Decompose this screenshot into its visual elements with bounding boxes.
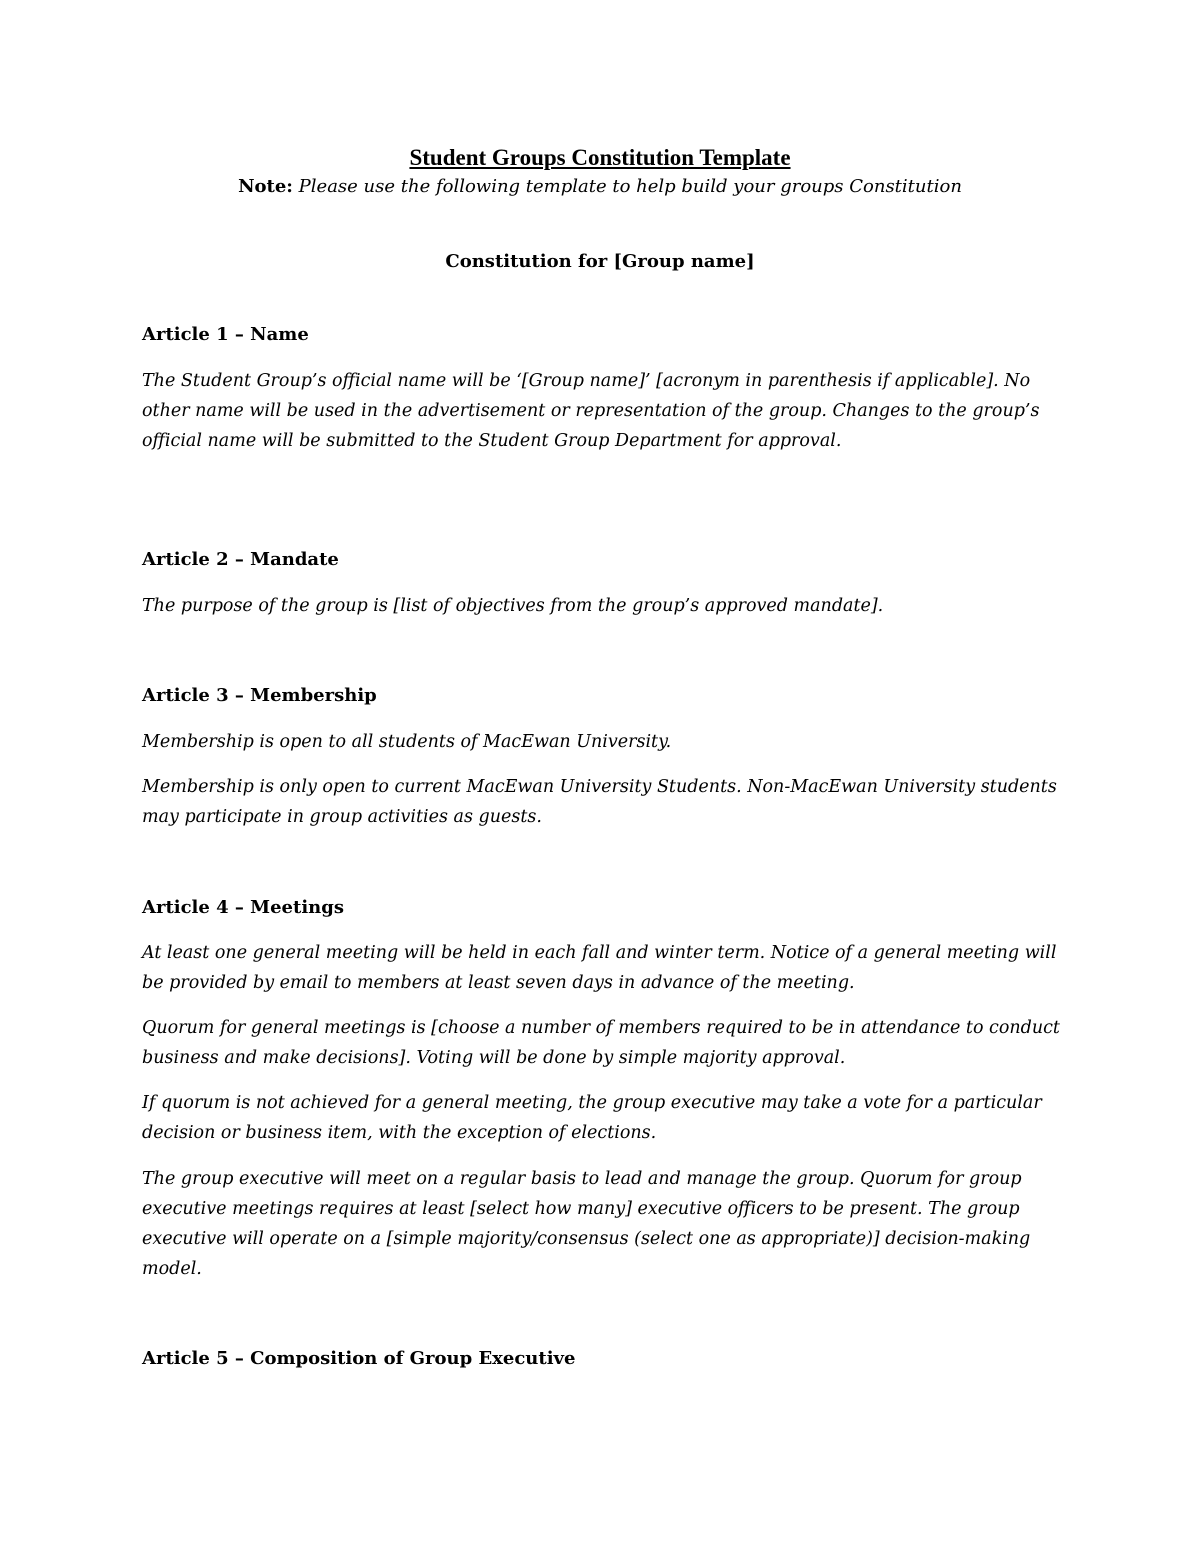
- article-1-heading: Article 1 – Name: [142, 324, 309, 345]
- article-4-heading: Article 4 – Meetings: [142, 897, 344, 918]
- article-3-paragraph-1: Membership is open to all students of MacEwan University.: [142, 732, 672, 752]
- constitution-title: Constitution for [Group name]: [445, 251, 755, 272]
- article-1-paragraph-1: The Student Group’s official name will be ‘[Group name]’ [acronym in parenthesis if applicable]. No other name will be used in the advertisement or representation of the group. Changes to the group’s official name will be submitted to the Student Group Department for approval.: [142, 371, 1040, 451]
- article-4-paragraph-3: If quorum is not achieved for a general meeting, the group executive may take a vote for a particular decision or business item, with the exception of elections.: [142, 1093, 1042, 1143]
- article-3-heading: Article 3 – Membership: [142, 685, 377, 706]
- note-text: Please use the following template to help build your groups Constitution: [292, 176, 962, 197]
- note-label: Note:: [238, 176, 293, 197]
- article-3-paragraph-2: Membership is only open to current MacEwan University Students. Non-MacEwan University students may participate in group activities as guests.: [142, 777, 1057, 827]
- article-2-heading: Article 2 – Mandate: [142, 549, 339, 570]
- template-note: [0, 173, 1200, 201]
- article-5-heading: Article 5 – Composition of Group Executive: [142, 1348, 576, 1369]
- article-4-paragraph-1: At least one general meeting will be held in each fall and winter term. Notice of a general meeting will be provided by email to members at least seven days in advance of the meeting.: [142, 943, 1057, 993]
- article-4-paragraph-2: Quorum for general meetings is [choose a number of members required to be in attendance to conduct business and make decisions]. Voting will be done by simple majority approval.: [142, 1018, 1060, 1068]
- document-title: Student Groups Constitution Template: [409, 145, 791, 170]
- article-4-paragraph-4: The group executive will meet on a regular basis to lead and manage the group. Quorum for group executive meetings requires at least [select how many] executive officers to be present. The group executive will operate on a [simple majority/consensus (select one as appropriate)] decision-making model.: [142, 1169, 1031, 1279]
- article-2-paragraph-1: The purpose of the group is [list of objectives from the group’s approved mandate].: [142, 596, 884, 616]
